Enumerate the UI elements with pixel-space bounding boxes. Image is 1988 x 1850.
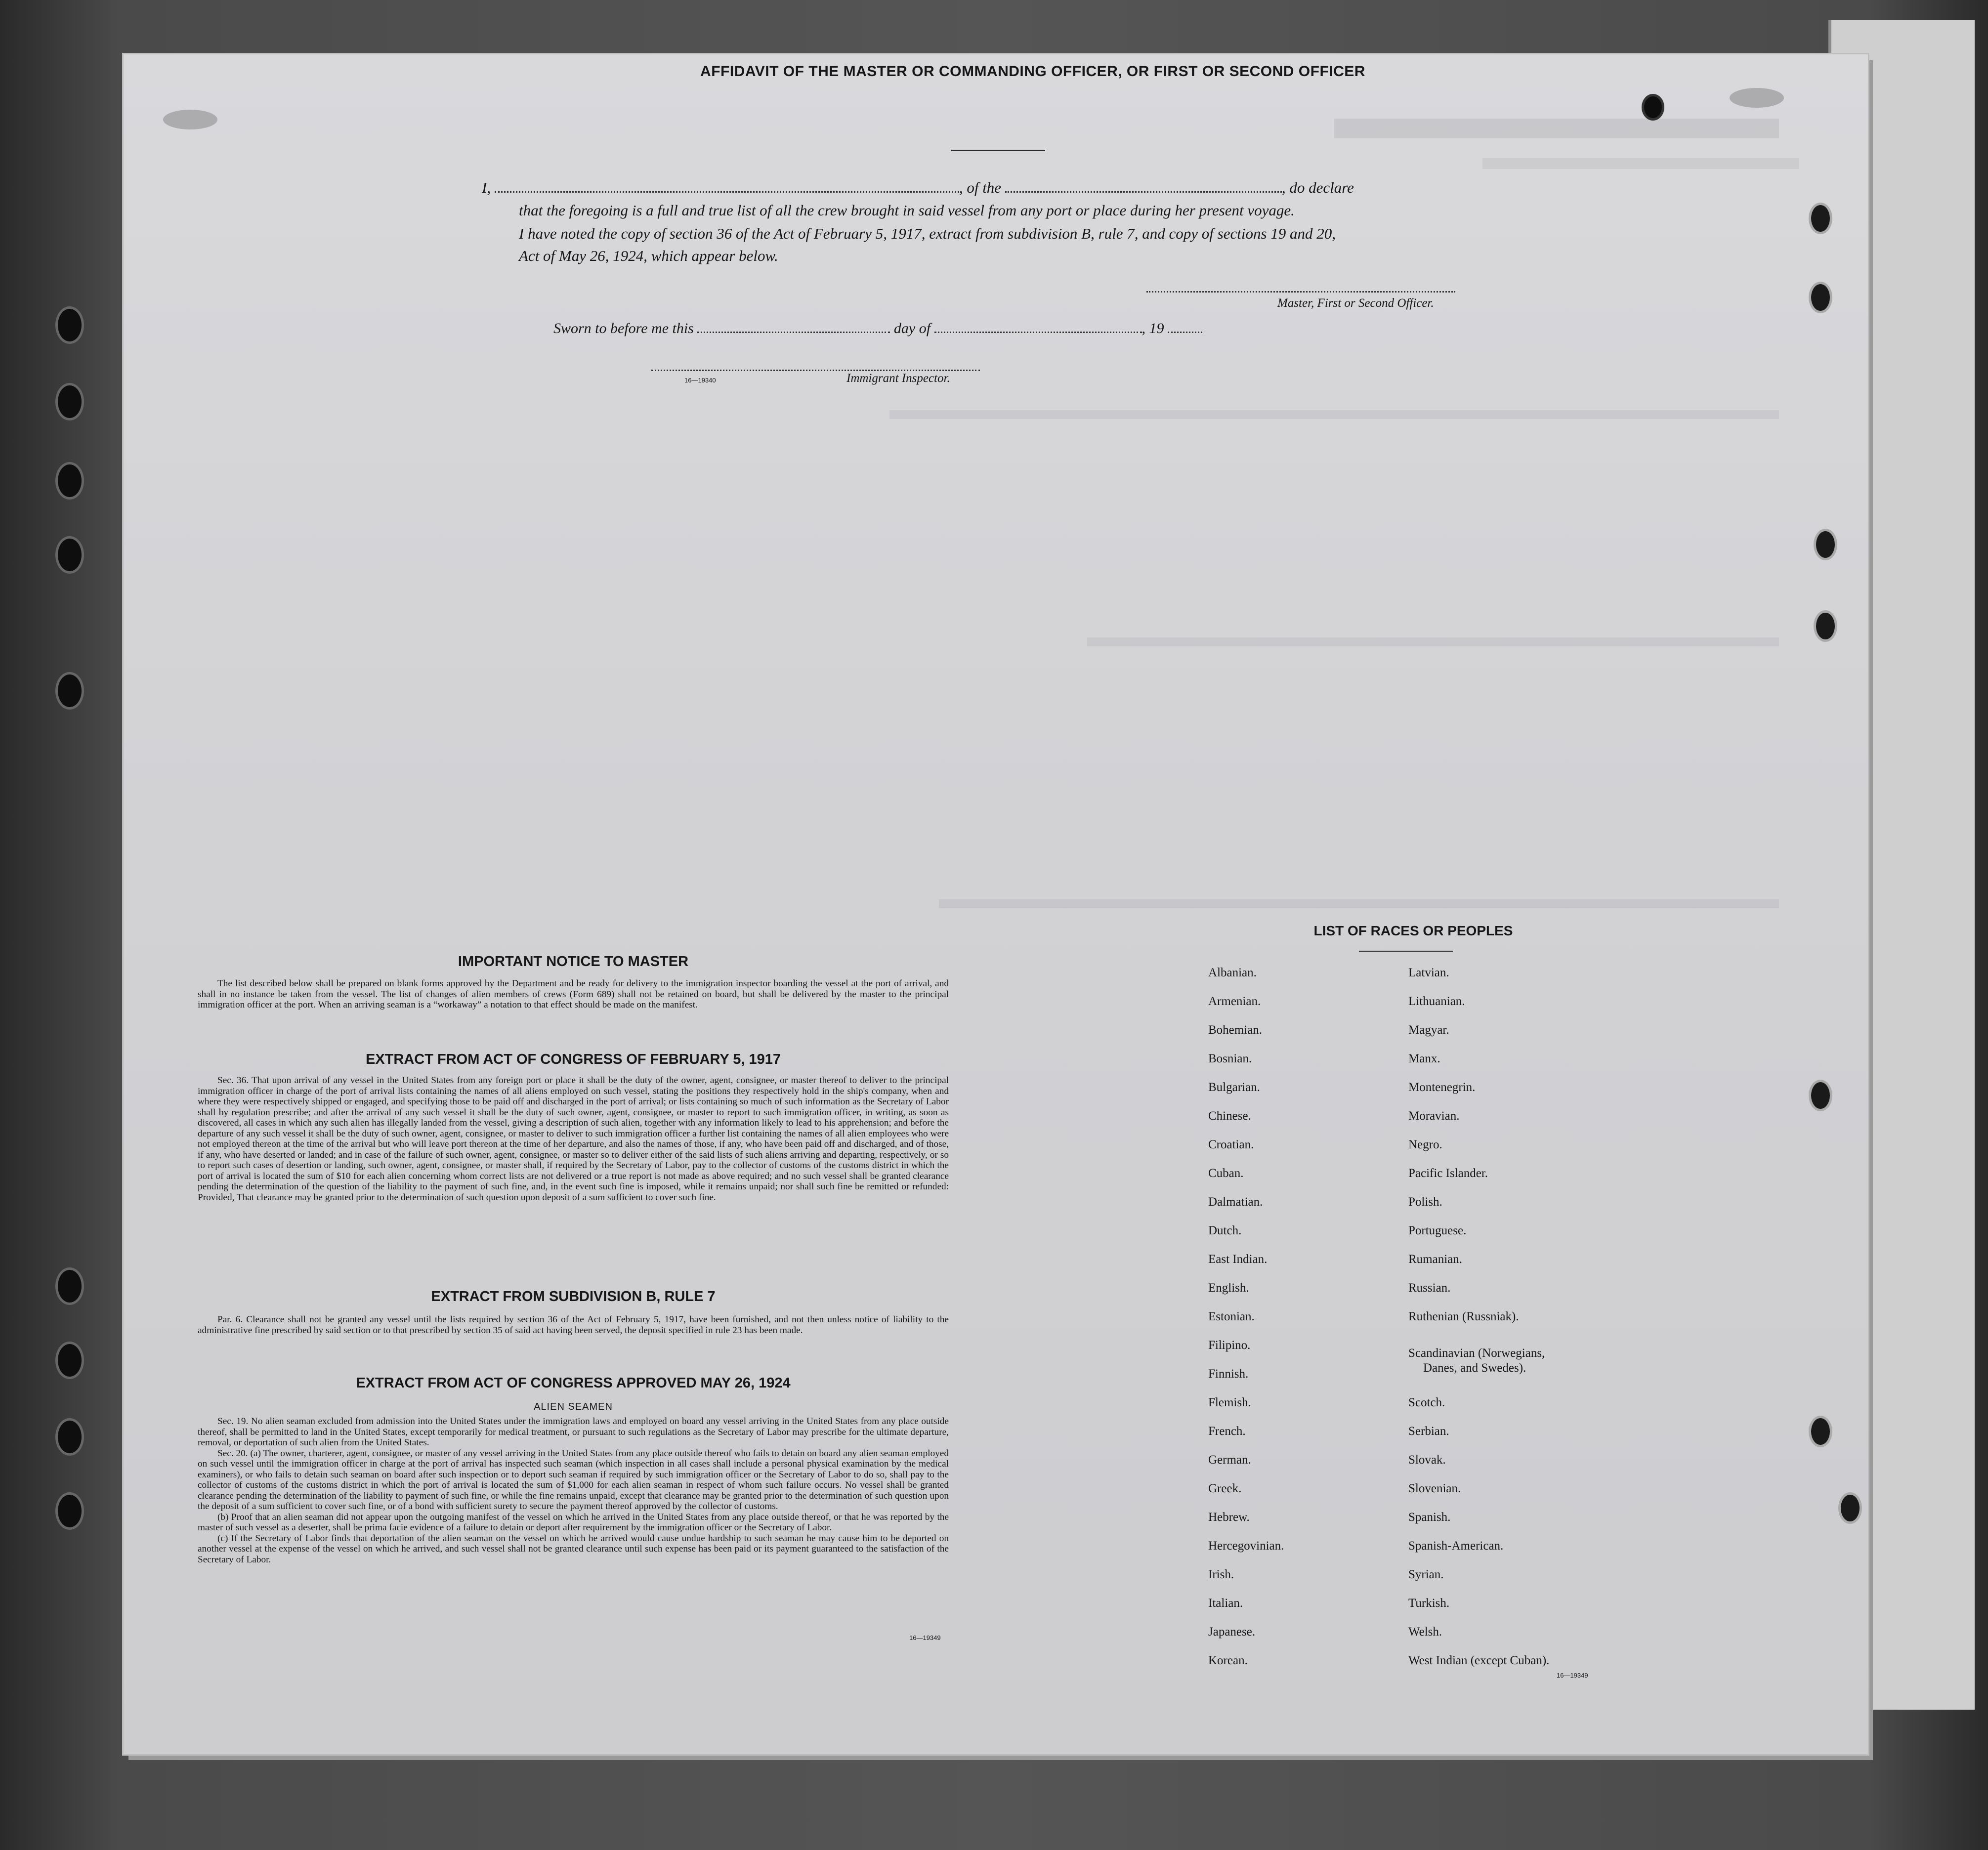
punch-hole <box>1809 203 1832 234</box>
race-item: Italian. <box>1208 1597 1243 1610</box>
race-item: Montenegrin. <box>1408 1081 1476 1094</box>
punch-hole <box>1838 1492 1862 1524</box>
race-item: Scotch. <box>1408 1396 1445 1409</box>
race-item: Pacific Islander. <box>1408 1167 1488 1180</box>
rule7-title: EXTRACT FROM SUBDIVISION B, RULE 7 <box>431 1289 716 1304</box>
race-item: Filipino. <box>1208 1339 1251 1352</box>
race-item: Cuban. <box>1208 1167 1244 1180</box>
race-item: Dutch. <box>1208 1224 1242 1237</box>
do-declare-label: , do declare <box>1281 179 1354 196</box>
sworn-day-field[interactable] <box>697 330 890 333</box>
race-item: Japanese. <box>1208 1625 1256 1639</box>
sec36-paragraph: Sec. 36. That upon arrival of any vessel in the United States from any foreign port or place it shall be the duty of the owner, agent, consignee, or master thereof to deliver to the principal immigration officer in charge of the port of arrival lists containing the names of all aliens employed on such vessel, stating the positions they respectively hold in the ship's company, when and where they were respectively shipped or engaged, and specifying those to be paid off and discharged in the port of arrival; or lists containing so much of such information as the Secretary of Labor shall by regulation prescribe; and after the arrival of any such vessel it shall be the duty of such owner, agent, consignee, or master to report to such immigration officer, in writing, as soon as discovered, all cases in which any such alien has illegally landed from the vessel, giving a description of such alien, together with any information likely to lead to his apprehension; and before the departure of any such vessel it shall be the duty of such owner, agent, consignee, or master to deliver to such immigration officer a further list containing the names of all alien employees who were not employed thereon at the time of the arrival but who will leave port thereon at the time of her departure, and also the names of those, if any, who have been paid off and discharged, and of those, if any, who have deserted or landed; and in case of the failure of such owner, agent, consignee, or master so to deliver either of the said lists of such aliens arriving and departing, respectively, or so to report such cases of desertion or landing, such owner, agent, consignee, or master shall, if required by the Secretary of Labor, pay to the collector of customs of the customs district in which the port of arrival is located the sum of $10 for each alien concerning whom correct lists are not delivered or a true report is not made as above required; and no such vessel shall be granted clearance pending the determination of the question of the liability to the payment of such fine, and, in the event such fine is imposed, while it remains unpaid; nor shall such fine be remitted or refunded: Provided, That clearance may be granted prior to the determination of such question upon deposit of a sum sufficient to cover such fine. <box>198 1075 949 1203</box>
punch-hole <box>55 1418 84 1456</box>
extract-1917-title: EXTRACT FROM ACT OF CONGRESS OF FEBRUARY 5, 1917 <box>365 1051 781 1067</box>
race-item: Lithuanian. <box>1408 995 1465 1008</box>
race-item: Turkish. <box>1408 1597 1450 1610</box>
race-item: Hebrew. <box>1208 1511 1250 1524</box>
race-item: Scandinavian (Norwegians, <box>1408 1346 1545 1360</box>
race-item: Bohemian. <box>1208 1023 1263 1037</box>
declaration-line-4: Act of May 26, 1924, which appear below. <box>519 247 778 264</box>
race-item: Russian. <box>1408 1281 1451 1295</box>
punch-hole <box>55 383 84 420</box>
ink-smudge <box>163 110 217 129</box>
race-item: Ruthenian (Russniak). <box>1408 1310 1519 1323</box>
punch-hole <box>55 462 84 500</box>
race-item: Finnish. <box>1208 1367 1249 1381</box>
sec20a-paragraph: Sec. 20. (a) The owner, charterer, agent, consignee, or master of any vessel arriving in the United States from any place outside thereof who fails to detain on board any alien seaman employed on such vessel until the immigration officer in charge at the port of arrival has inspected such seaman (which inspection in all cases shall include a personal physical examination by the medical examiners), or who fails to detain such seaman on board after such inspection or to deport such seaman if required by such immigration officer or the Secretary of Labor to do so, shall pay to the collector of customs of the customs district in which the port of arrival is located the sum of $1,000 for each alien seaman in respect of whom such failure occurs. No vessel shall be granted clearance pending the determination of the liability to payment of such fine, or while the fine remains unpaid, except that clearance may be granted prior to the determination of such question upon the deposit of a sum sufficient to cover such fine, or of a bond with sufficient surety to secure the payment thereof approved by the collector of customs. <box>198 1448 949 1512</box>
declaration-line-2: that the foregoing is a full and true list of all the crew brought in said vessel from any port or place during her present voyage. <box>519 202 1295 219</box>
race-item: Flemish. <box>1208 1396 1251 1409</box>
punch-hole <box>1642 94 1664 121</box>
extract-form-number: 16—19349 <box>909 1634 941 1641</box>
race-item-continuation: Danes, and Swedes). <box>1423 1361 1526 1375</box>
race-item: German. <box>1208 1453 1251 1467</box>
bleed-through <box>939 899 1779 908</box>
race-item: Bulgarian. <box>1208 1081 1260 1094</box>
rule7-text <box>198 1314 949 1336</box>
race-item: Slovak. <box>1408 1453 1446 1467</box>
punch-hole <box>55 1267 84 1305</box>
master-signature-label: Master, First or Second Officer. <box>1277 296 1434 310</box>
sworn-month-field[interactable] <box>934 330 1142 333</box>
races-title-rule <box>1359 951 1453 952</box>
race-item: Spanish. <box>1408 1511 1451 1524</box>
race-item: Negro. <box>1408 1138 1442 1151</box>
bleed-through <box>1482 158 1799 169</box>
punch-hole <box>1809 1080 1832 1111</box>
punch-hole <box>55 1342 84 1379</box>
race-item: Bosnian. <box>1208 1052 1252 1065</box>
bleed-through <box>1334 119 1779 138</box>
bleed-through <box>1087 637 1779 646</box>
year-prefix: , 19 <box>1142 320 1164 336</box>
ink-smudge <box>1730 88 1784 108</box>
affidavit-title: AFFIDAVIT OF THE MASTER OR COMMANDING OFFICER, OR FIRST OR SECOND OFFICER <box>700 63 1365 80</box>
race-item: Manx. <box>1408 1052 1440 1065</box>
declaration-line-3: I have noted the copy of section 36 of the Act of February 5, 1917, extract from subdivision B, rule 7, and copy of sections 19 and 20, <box>519 225 1336 242</box>
sec20c-paragraph: (c) If the Secretary of Labor finds that deportation of the alien seaman on the vessel on which he arrived would cause undue hardship to such seaman he may cause him to be deported on another vessel at the expense of the vessel on which he arrived, and such vessel shall not be granted clearance until such expense has been paid or its payment guaranteed to the satisfaction of the Secretary of Labor. <box>198 1533 949 1565</box>
master-signature-field[interactable] <box>1146 289 1455 293</box>
punch-hole <box>1809 1416 1832 1447</box>
race-item: Serbian. <box>1408 1425 1449 1438</box>
race-item: Albanian. <box>1208 966 1257 979</box>
sworn-year-field[interactable] <box>1168 330 1202 333</box>
race-item: Korean. <box>1208 1654 1248 1667</box>
alien-seamen-subtitle: ALIEN SEAMEN <box>534 1401 613 1412</box>
race-item: Hercegovinian. <box>1208 1539 1284 1553</box>
title-rule <box>951 150 1045 151</box>
vessel-name-field[interactable] <box>1005 189 1282 193</box>
sworn-line <box>553 320 1202 337</box>
race-item: Welsh. <box>1408 1625 1442 1639</box>
inspector-signature-field[interactable] <box>651 368 980 371</box>
notice-paragraph: The list described below shall be prepared on blank forms approved by the Department and be ready for delivery to the immigration inspector boarding the vessel at the port of arrival, and shall in no instance be taken from the vessel. The list of changes of alien members of crews (Form 689) shall not be retained on board, but shall be delivered by the master to the principal immigration officer at the port. When an arriving seaman is a “workaway” a notation to that effect should be made on the manifest. <box>198 978 949 1010</box>
declaration-line-1 <box>482 179 1354 197</box>
race-item: Magyar. <box>1408 1023 1449 1037</box>
punch-hole <box>1814 529 1837 560</box>
race-item: East Indian. <box>1208 1253 1268 1266</box>
punch-hole <box>55 672 84 710</box>
punch-hole <box>1814 610 1837 642</box>
extract-1917-text <box>198 1075 949 1203</box>
race-item: Syrian. <box>1408 1568 1444 1581</box>
race-item: Armenian. <box>1208 995 1261 1008</box>
race-item: Chinese. <box>1208 1109 1251 1123</box>
race-item: Estonian. <box>1208 1310 1255 1323</box>
punch-hole <box>55 536 84 574</box>
race-item: French. <box>1208 1425 1246 1438</box>
affidavit-form-number: 16—19340 <box>684 377 716 384</box>
punch-hole <box>1809 282 1832 313</box>
race-item: Dalmatian. <box>1208 1195 1263 1209</box>
races-title: LIST OF RACES OR PEOPLES <box>1313 923 1513 938</box>
extract-1924-text <box>198 1416 949 1565</box>
races-form-number: 16—19349 <box>1557 1672 1588 1679</box>
race-item: Portuguese. <box>1408 1224 1467 1237</box>
punch-hole <box>55 306 84 344</box>
declarant-name-field[interactable] <box>495 189 959 193</box>
race-item: Spanish-American. <box>1408 1539 1504 1553</box>
sworn-label: Sworn to before me this <box>553 320 694 336</box>
race-item: Croatian. <box>1208 1138 1254 1151</box>
race-item: Greek. <box>1208 1482 1242 1495</box>
race-item: Polish. <box>1408 1195 1442 1209</box>
bleed-through <box>889 410 1779 419</box>
extract-1924-title: EXTRACT FROM ACT OF CONGRESS APPROVED MAY 26, 1924 <box>356 1375 791 1391</box>
day-of-label: day of <box>893 320 931 336</box>
race-item: Slovenian. <box>1408 1482 1461 1495</box>
punch-hole <box>55 1492 84 1530</box>
declarant-prefix: I, <box>482 179 491 196</box>
race-item: Moravian. <box>1408 1109 1460 1123</box>
race-item: West Indian (except Cuban). <box>1408 1654 1550 1667</box>
sec19-paragraph: Sec. 19. No alien seaman excluded from admission into the United States under the immigration laws and employed on board any vessel arriving in the United States from any place outside thereof, shall be permitted to land in the United States, except temporarily for medical treatment, or pursuant to such regulations as the Secretary of Labor may prescribe for the ultimate departure, removal, or deportation of such alien from the United States. <box>198 1416 949 1448</box>
notice-title: IMPORTANT NOTICE TO MASTER <box>458 954 689 969</box>
race-item: Irish. <box>1208 1568 1234 1581</box>
race-item: Rumanian. <box>1408 1253 1463 1266</box>
of-the-label: , of the <box>959 179 1002 196</box>
par6-paragraph: Par. 6. Clearance shall not be granted any vessel until the lists required by section 36 of the Act of February 5, 1917, have been furnished, and not then unless notice of liability to the administrative fine prescribed by said section or to that prescribed by section 35 of said act having been served, the deposit specified in rule 23 has been made. <box>198 1314 949 1336</box>
race-item: Latvian. <box>1408 966 1449 979</box>
inspector-label: Immigrant Inspector. <box>846 372 950 385</box>
notice-text <box>198 978 949 1010</box>
sec20b-paragraph: (b) Proof that an alien seaman did not appear upon the outgoing manifest of the vessel on which he arrived in the United States from any place outside thereof, or that he was reported by the master of such vessel as a deserter, shall be prima facie evidence of a failure to detain or deport after requirement by the immigration officer or the Secretary of Labor. <box>198 1512 949 1533</box>
race-item: English. <box>1208 1281 1249 1295</box>
